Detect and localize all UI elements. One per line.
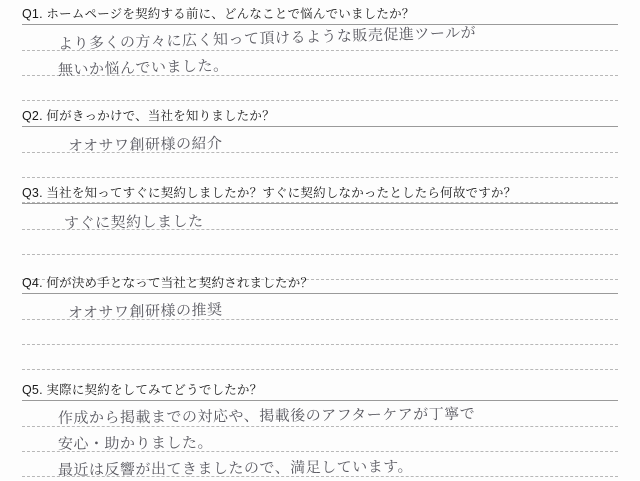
answer-area-q1	[22, 25, 618, 97]
question-text-q4: Q4. 何が決め手となって当社と契約されましたか？	[22, 276, 314, 290]
question-text-q5: Q5. 実際に契約をしてみてどうでしたか？	[22, 383, 263, 397]
question-text-q1: Q1. ホームページを契約する前に、どんなことで悩んでいましたか？	[22, 7, 415, 21]
question-block-q5	[22, 382, 618, 481]
question-block-q1	[22, 6, 618, 97]
handwritten-answer-q4-line1: オオサワ創研様の推奨	[67, 300, 223, 322]
handwritten-answer-q1-line1: より多くの方々に広く知って頂けるような販売促進ツールが	[57, 23, 477, 53]
handwritten-answer-q3-line1: すぐに契約しました	[63, 212, 204, 232]
handwritten-answer-q2-line1: オオサワ創研様の紹介	[67, 134, 223, 155]
handwritten-answer-q1-line2: 無いか悩んでいました。	[57, 56, 229, 79]
question-text-q2: Q2. 何がきっかけで、当社を知りましたか？	[22, 109, 275, 123]
handwritten-answer-q5-line1: 作成から掲載までの対応や、掲載後のアフターケアが丁寧で	[57, 404, 476, 427]
question-block-q3	[22, 185, 618, 276]
answer-area-q3	[22, 204, 618, 276]
answer-area-q5	[22, 401, 618, 481]
handwritten-answer-q5-line3: 最近は反響が出てきましたので、満足しています。	[57, 457, 414, 479]
handwritten-answer-q5-line2: 安心・助かりました。	[57, 433, 214, 453]
question-block-q4	[22, 275, 618, 366]
answer-area-q4	[22, 294, 618, 366]
question-text-q3: Q3. 当社を知ってすぐに契約しましたか？すぐに契約しなかったとしたら何故ですか？	[22, 186, 517, 200]
